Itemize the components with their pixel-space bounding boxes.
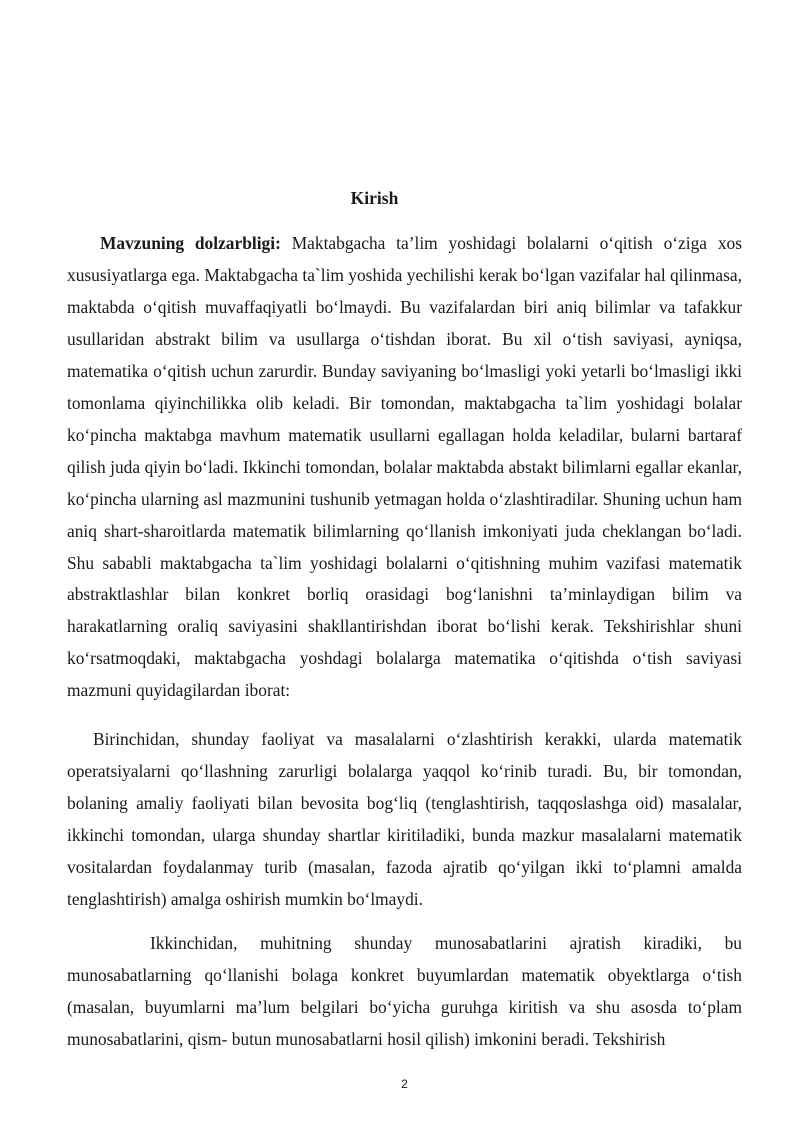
document-page xyxy=(67,0,742,1131)
page-heading: Kirish xyxy=(350,188,399,208)
paragraph-text: Maktabgacha ta’lim yoshidagi bolalarni o‘qitish o‘ziga xos xususiyatlarga ega. Maktabgacha ta`lim yoshida yechilishi kerak bo‘lgan vazifalar hal qilinmasa, maktabda o‘qitish muvaffaqiyatli bo‘lmaydi. Bu vazifalardan biri aniq bilimlar va tafakkur usullaridan abstrakt bilim va usullarga o‘tishdan iborat. Bu xil o‘tish saviyasi, ayniqsa, matematika o‘qitish uchun zarurdir. Bunday saviyaning bo‘lmasligi yoki yetarli bo‘lmasligi ikki tomonlama qiyinchilikka olib keladi. Bir tomondan, maktabgacha ta`lim yoshidagi bolalar ko‘pincha maktabga mavhum matematik usullarni egallagan holda keladilar, bularni bartaraf qilish juda qiyin bo‘ladi. Ikkinchi tomondan, bolalar maktabda abstakt bilimlarni egallar ekanlar, ko‘pincha ularning asl mazmunini tushunib yetmagan holda o‘zlashtiradilar. Shuning uchun ham aniq shart-sharoitlarda matematik bilimlarning qo‘llanish imkoniyati juda cheklangan bo‘ladi. Shu sababli maktabgacha ta`lim yoshidagi bolalarni o‘qitishning muhim vazifasi matematik abstraktlashlar bilan konkret borliq orasidagi bog‘lanishni ta’minlaydigan bilim va harakatlarning oraliq saviyasini shakllantirishdan iborat bo‘lishi kerak. Tekshirishlar shuni ko‘rsatmoqdaki, maktabgacha yoshdagi bolalarga matematika o‘qitishda o‘tish saviyasi mazmuni quyidagilardan iborat: xyxy=(67,233,742,701)
page-number: 2 xyxy=(401,1077,408,1091)
paragraph-relevance xyxy=(67,228,742,707)
paragraph-lead: Mavzuning dolzarbligi: xyxy=(100,233,281,253)
paragraph-second-point: Ikkinchidan, muhitning shunday munosabatlarini ajratish kiradiki, bu munosabatlarning qo‘llanishi bolaga konkret buyumlardan matematik obyektlarga o‘tish (masalan, buyumlarni ma’lum belgilari bo‘yicha guruhga kiritish va shu asosda to‘plam munosabatlarini, qism- butun munosabatlarni hosil qilish) imkonini beradi. Tekshirish xyxy=(67,933,742,1049)
paragraph-first-point: Birinchidan, shunday faoliyat va masalalarni o‘zlashtirish kerakki, ularda matematik operatsiyalarni qo‘llashning zarurligi bolalarga yaqqol ko‘rinib turadi. Bu, bir tomondan, bolaning amaliy faoliyati bilan bevosita bog‘liq (tenglashtirish, taqqoslashga oid) masalalar, ikkinchi tomondan, ularga shunday shartlar kiritiladiki, bunda mazkur masalalarni matematik vositalardan foydalanmay turib (masalan, fazoda ajratib qo‘yilgan ikki to‘plamni amalda tenglashtirish) amalga oshirish mumkin bo‘lmaydi. xyxy=(67,729,742,909)
